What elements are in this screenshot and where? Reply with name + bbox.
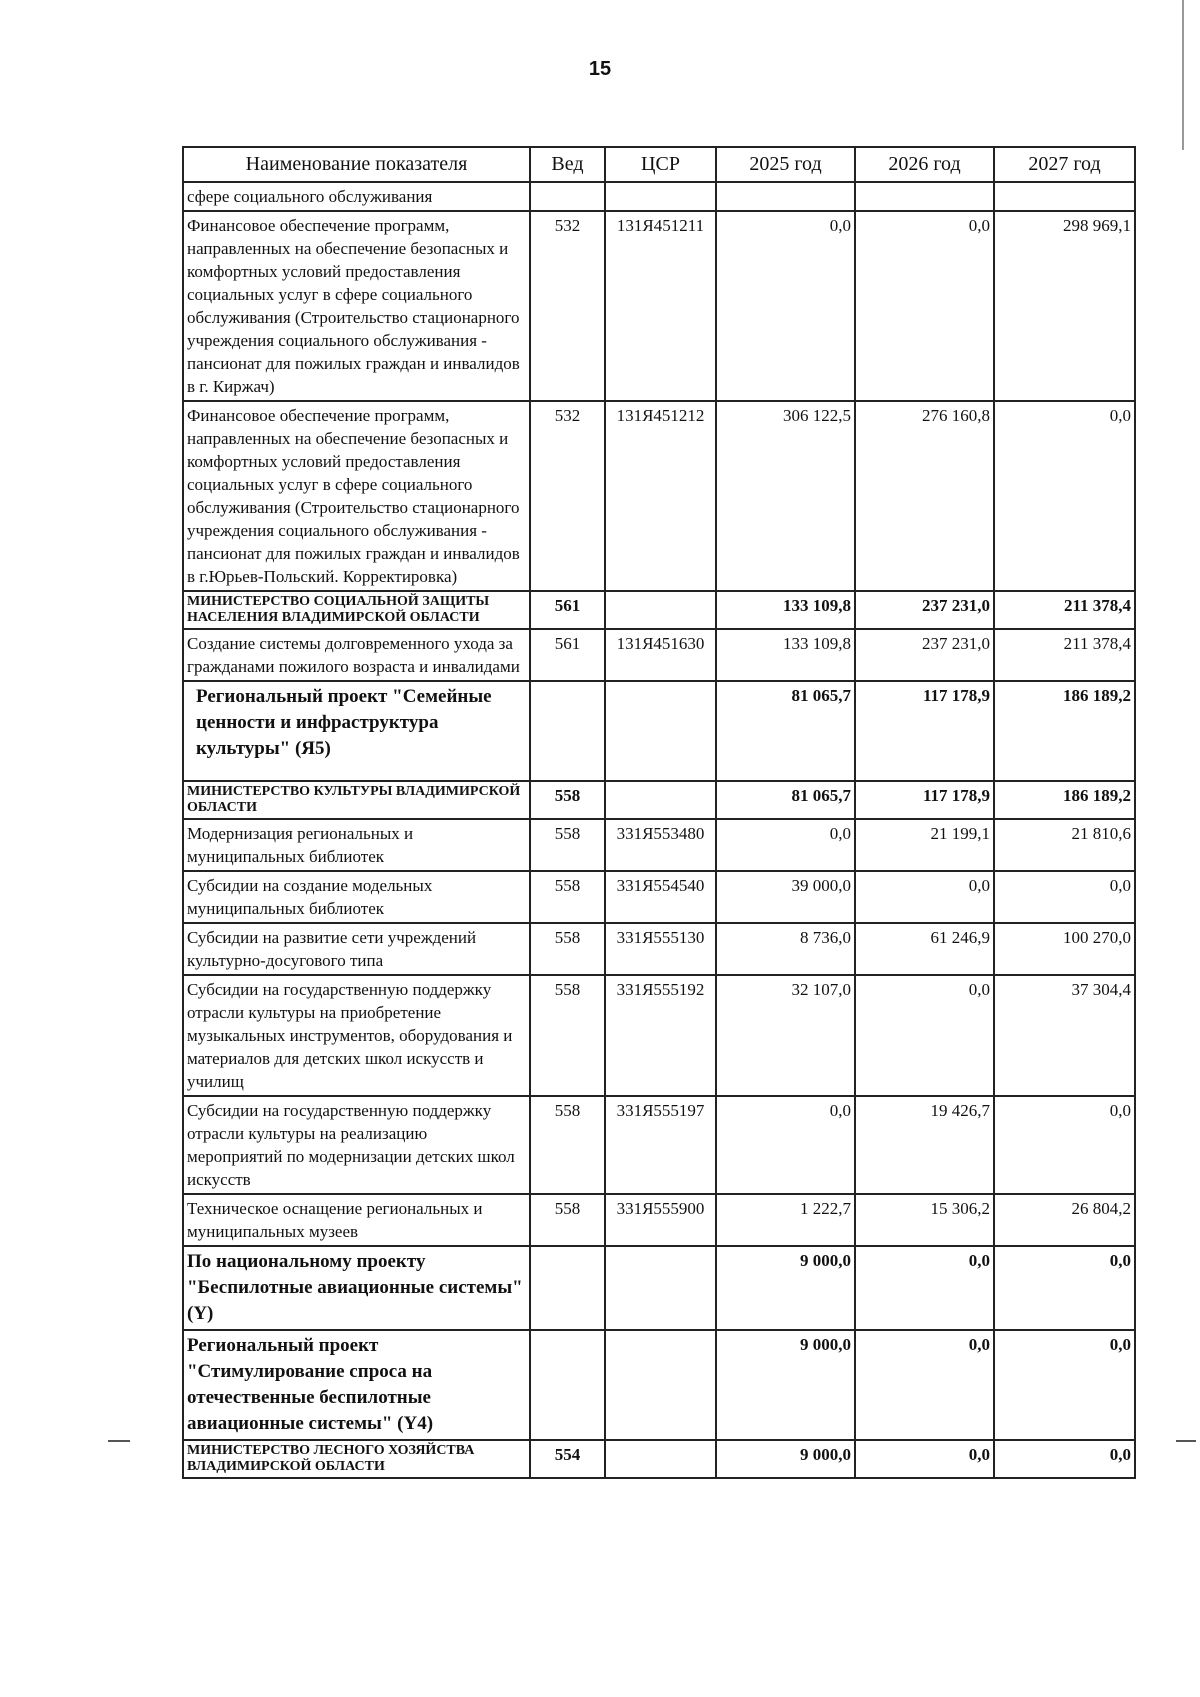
cell-2026: 117 178,9 (855, 681, 994, 781)
cell-csr: 331Я555130 (605, 923, 716, 975)
cell-2027: 100 270,0 (994, 923, 1135, 975)
cell-2027: 0,0 (994, 401, 1135, 591)
cell-ved: 532 (530, 211, 605, 401)
header-ved: Вед (530, 147, 605, 182)
cell-2027: 0,0 (994, 1246, 1135, 1330)
cell-2026: 237 231,0 (855, 591, 994, 629)
header-2027: 2027 год (994, 147, 1135, 182)
cell-2026: 0,0 (855, 1246, 994, 1330)
header-2025: 2025 год (716, 147, 855, 182)
national-project-row (183, 1246, 1135, 1330)
cell-name: МИНИСТЕРСТВО ЛЕСНОГО ХОЗЯЙСТВА ВЛАДИМИРСКОЙ ОБЛАСТИ (183, 1440, 530, 1478)
cell-name: Финансовое обеспечение программ, направленных на обеспечение безопасных и комфортных условий предоставления социальных услуг в сфере социального обслуживания (Строительство стационарного учреждения социального обслуживания - пансионат для пожилых граждан и инвалидов в г. Киржач) (183, 211, 530, 401)
page-number: 15 (588, 58, 612, 80)
cell-ved: 558 (530, 975, 605, 1096)
cell-csr: 331Я555900 (605, 1194, 716, 1246)
regional-project-row (183, 1330, 1135, 1440)
ministry-row (183, 591, 1135, 629)
cell-2026: 117 178,9 (855, 781, 994, 819)
cell-2026: 61 246,9 (855, 923, 994, 975)
cell-name: Субсидии на создание модельных муниципальных библиотек (183, 871, 530, 923)
cell-2026: 0,0 (855, 1440, 994, 1478)
table-row (183, 1096, 1135, 1194)
cell-ved (530, 1330, 605, 1440)
cell-ved (530, 681, 605, 781)
cell-2025: 9 000,0 (716, 1330, 855, 1440)
scan-mark (1182, 0, 1184, 150)
cell-ved: 558 (530, 819, 605, 871)
cell-2027: 211 378,4 (994, 591, 1135, 629)
budget-table (182, 146, 1136, 1479)
cell-2026: 237 231,0 (855, 629, 994, 681)
cell-csr: 131Я451211 (605, 211, 716, 401)
cell-csr: 331Я555192 (605, 975, 716, 1096)
header-csr: ЦСР (605, 147, 716, 182)
cell-2027: 0,0 (994, 1330, 1135, 1440)
cell-2026: 0,0 (855, 871, 994, 923)
cell-csr (605, 1330, 716, 1440)
cell-2025: 0,0 (716, 1096, 855, 1194)
cell-2026: 19 426,7 (855, 1096, 994, 1194)
cell-csr: 331Я555197 (605, 1096, 716, 1194)
cell-2025: 0,0 (716, 211, 855, 401)
cell-ved (530, 182, 605, 211)
cell-csr: 331Я553480 (605, 819, 716, 871)
cell-csr: 131Я451630 (605, 629, 716, 681)
cell-2027: 186 189,2 (994, 681, 1135, 781)
cell-2025 (716, 182, 855, 211)
cell-2027: 0,0 (994, 871, 1135, 923)
cell-2027: 26 804,2 (994, 1194, 1135, 1246)
cell-ved: 561 (530, 629, 605, 681)
cell-2027: 21 810,6 (994, 819, 1135, 871)
cell-name: Субсидии на развитие сети учреждений культурно-досугового типа (183, 923, 530, 975)
cell-2026: 21 199,1 (855, 819, 994, 871)
cell-name: Региональный проект "Семейные ценности и инфраструктура культуры" (Я5) (183, 681, 530, 781)
cell-2026: 15 306,2 (855, 1194, 994, 1246)
cell-name: Субсидии на государственную поддержку отрасли культуры на реализацию мероприятий по модернизации детских школ искусств (183, 1096, 530, 1194)
cell-2027: 211 378,4 (994, 629, 1135, 681)
table-row (183, 819, 1135, 871)
cell-ved: 558 (530, 1096, 605, 1194)
header-name: Наименование показателя (183, 147, 530, 182)
cell-name: Модернизация региональных и муниципальных библиотек (183, 819, 530, 871)
table-row (183, 182, 1135, 211)
table-row (183, 975, 1135, 1096)
ministry-row (183, 781, 1135, 819)
cell-2025: 0,0 (716, 819, 855, 871)
table-row (183, 211, 1135, 401)
cell-ved: 554 (530, 1440, 605, 1478)
cell-csr (605, 182, 716, 211)
cell-2026: 0,0 (855, 1330, 994, 1440)
cell-name: Субсидии на государственную поддержку отрасли культуры на приобретение музыкальных инструментов, оборудования и материалов для детских школ искусств и училищ (183, 975, 530, 1096)
cell-2025: 32 107,0 (716, 975, 855, 1096)
cell-2025: 9 000,0 (716, 1246, 855, 1330)
cell-name: Финансовое обеспечение программ, направленных на обеспечение безопасных и комфортных условий предоставления социальных услуг в сфере социального обслуживания (Строительство стационарного учреждения социального обслуживания - пансионат для пожилых граждан и инвалидов в г.Юрьев-Польский. Корректировка) (183, 401, 530, 591)
cell-ved: 558 (530, 923, 605, 975)
cell-2027: 298 969,1 (994, 211, 1135, 401)
cell-name: сфере социального обслуживания (183, 182, 530, 211)
table-row (183, 629, 1135, 681)
cell-ved (530, 1246, 605, 1330)
cell-2025: 81 065,7 (716, 681, 855, 781)
cell-name: Техническое оснащение региональных и муниципальных музеев (183, 1194, 530, 1246)
cell-csr (605, 1440, 716, 1478)
cell-csr (605, 681, 716, 781)
cell-2025: 306 122,5 (716, 401, 855, 591)
cell-ved: 558 (530, 1194, 605, 1246)
cell-2026: 0,0 (855, 975, 994, 1096)
cell-2027: 37 304,4 (994, 975, 1135, 1096)
cell-csr (605, 781, 716, 819)
cell-2026: 276 160,8 (855, 401, 994, 591)
cell-ved: 558 (530, 781, 605, 819)
cell-2027: 0,0 (994, 1096, 1135, 1194)
cell-2025: 9 000,0 (716, 1440, 855, 1478)
cell-name: МИНИСТЕРСТВО КУЛЬТУРЫ ВЛАДИМИРСКОЙ ОБЛАСТИ (183, 781, 530, 819)
cell-name: Региональный проект "Стимулирование спроса на отечественные беспилотные авиационные системы" (Y4) (183, 1330, 530, 1440)
cell-2027: 186 189,2 (994, 781, 1135, 819)
cell-csr: 331Я554540 (605, 871, 716, 923)
cell-name: Создание системы долговременного ухода за гражданами пожилого возраста и инвалидами (183, 629, 530, 681)
cell-csr (605, 1246, 716, 1330)
cell-name: По национальному проекту "Беспилотные авиационные системы" (Y) (183, 1246, 530, 1330)
table-row (183, 1194, 1135, 1246)
cell-ved: 558 (530, 871, 605, 923)
cell-2025: 8 736,0 (716, 923, 855, 975)
cell-2027: 0,0 (994, 1440, 1135, 1478)
cell-2025: 133 109,8 (716, 629, 855, 681)
cell-2026 (855, 182, 994, 211)
cell-name: МИНИСТЕРСТВО СОЦИАЛЬНОЙ ЗАЩИТЫ НАСЕЛЕНИЯ ВЛАДИМИРСКОЙ ОБЛАСТИ (183, 591, 530, 629)
ministry-row (183, 1440, 1135, 1478)
table-row (183, 923, 1135, 975)
header-2026: 2026 год (855, 147, 994, 182)
cell-ved: 561 (530, 591, 605, 629)
cell-ved: 532 (530, 401, 605, 591)
cell-2025: 1 222,7 (716, 1194, 855, 1246)
cell-csr: 131Я451212 (605, 401, 716, 591)
table-row (183, 871, 1135, 923)
cell-2027 (994, 182, 1135, 211)
cell-csr (605, 591, 716, 629)
cell-2025: 133 109,8 (716, 591, 855, 629)
table-row (183, 401, 1135, 591)
scan-mark (1176, 1440, 1196, 1442)
project-row (183, 681, 1135, 781)
cell-2026: 0,0 (855, 211, 994, 401)
table-header-row (183, 147, 1135, 182)
cell-2025: 39 000,0 (716, 871, 855, 923)
cell-2025: 81 065,7 (716, 781, 855, 819)
scan-mark (108, 1440, 130, 1442)
